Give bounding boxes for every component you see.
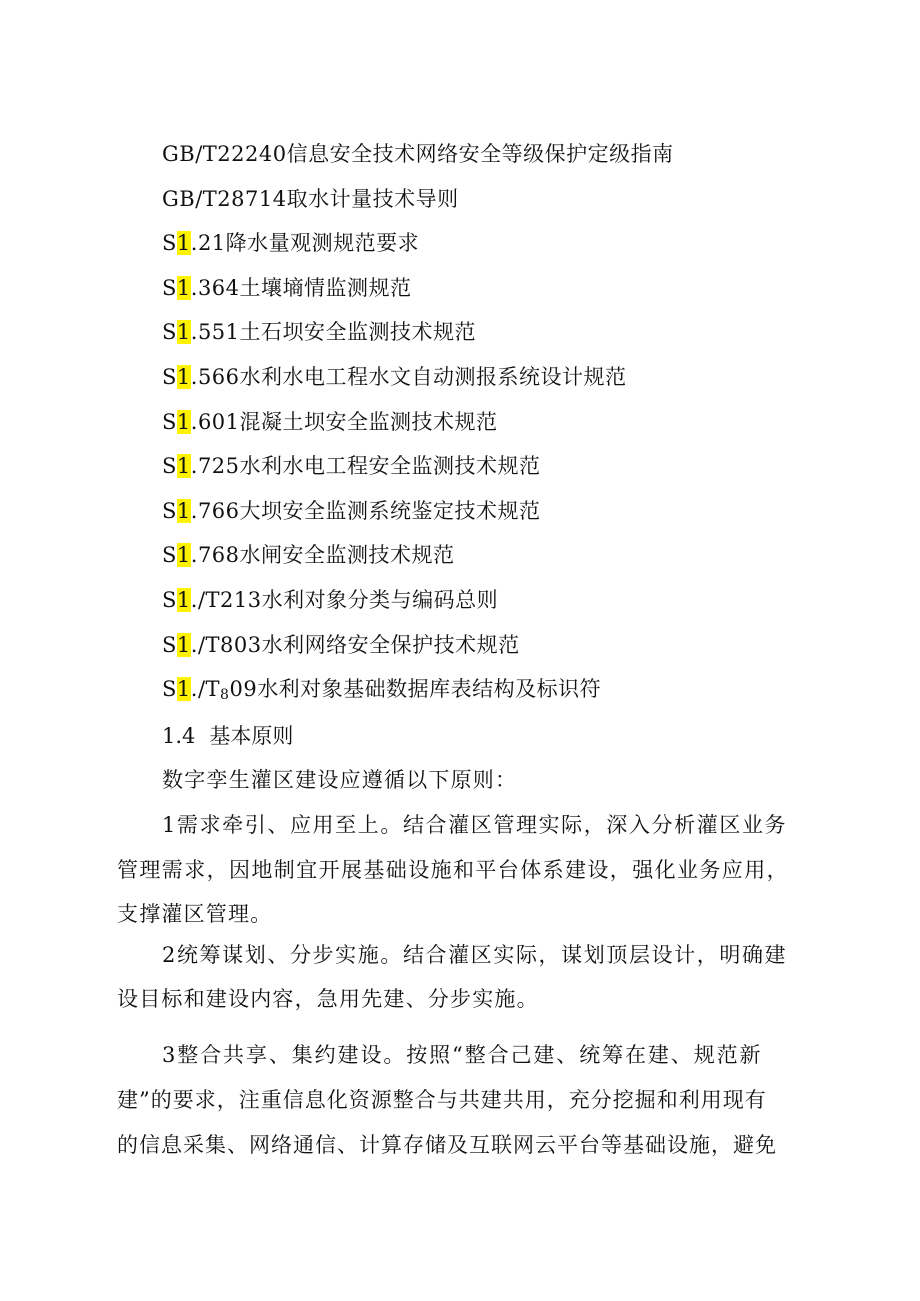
- reference-highlight: 1: [176, 677, 191, 701]
- reference-code: .551: [190, 320, 240, 344]
- paragraph-line: 1需求牵引、应用至上。结合灌区管理实际，深入分析灌区业务: [162, 813, 788, 837]
- reference-code: .364: [190, 276, 240, 300]
- reference-prefix: S: [162, 588, 177, 612]
- reference-title: 水利水电工程水文自动测报系统设计规范: [239, 365, 627, 389]
- reference-item: [162, 184, 459, 214]
- section-title: 基本原则: [209, 724, 294, 748]
- section-heading: [162, 721, 293, 751]
- intro-text: 数字孪生灌区建设应遵循以下原则：: [162, 768, 518, 792]
- reference-prefix: GB/T: [162, 142, 218, 166]
- reference-highlight: 1: [176, 543, 191, 567]
- reference-item: [162, 674, 601, 710]
- paragraph-line: 2统筹谋划、分步实施。结合灌区实际，谋划顶层设计，明确建: [162, 943, 788, 967]
- reference-title: 水闸安全监测技术规范: [239, 543, 455, 567]
- reference-prefix: GB/T: [162, 187, 218, 211]
- reference-item: [162, 451, 541, 481]
- reference-code-suffix: 09: [229, 677, 258, 701]
- reference-title: 取水计量技术导则: [286, 187, 459, 211]
- reference-code: .725: [190, 454, 240, 478]
- reference-highlight: 1: [176, 633, 191, 657]
- reference-title: 水利对象基础数据库表结构及标识符: [257, 677, 602, 701]
- reference-highlight: 1: [176, 588, 191, 612]
- reference-prefix: S: [162, 543, 177, 567]
- reference-title: 降水量观测规范要求: [225, 231, 420, 255]
- reference-code: ./T803: [190, 633, 262, 657]
- reference-code: 22240: [217, 142, 287, 166]
- reference-title: 水利对象分类与编码总则: [261, 588, 499, 612]
- paragraph-line: 管理需求，因地制宜开展基础设施和平台体系建设，强化业务应用，: [117, 858, 789, 882]
- reference-highlight: 1: [176, 410, 191, 434]
- reference-prefix: S: [162, 499, 177, 523]
- reference-prefix: S: [162, 231, 177, 255]
- reference-prefix: S: [162, 410, 177, 434]
- reference-item: [162, 139, 674, 169]
- reference-highlight: 1: [176, 499, 191, 523]
- reference-highlight: 1: [176, 276, 191, 300]
- paragraph-line: 支撑灌区管理。: [117, 902, 273, 926]
- reference-prefix: S: [162, 320, 177, 344]
- reference-code: 28714: [217, 187, 287, 211]
- reference-code: .766: [190, 499, 240, 523]
- paragraph-line: 3整合共享、集约建设。按照“整合己建、统筹在建、规范新: [162, 1043, 763, 1067]
- reference-prefix: S: [162, 633, 177, 657]
- reference-title: 信息安全技术网络安全等级保护定级指南: [286, 142, 674, 166]
- reference-highlight: 1: [176, 231, 191, 255]
- reference-title: 水利水电工程安全监测技术规范: [239, 454, 541, 478]
- reference-code: ./T: [190, 677, 221, 701]
- reference-title: 土石坝安全监测技术规范: [239, 320, 477, 344]
- paragraph-line: 的信息采集、网络通信、计算存储及互联网云平台等基础设施，避免: [117, 1133, 777, 1157]
- reference-item: [162, 630, 520, 660]
- reference-code: .601: [190, 410, 240, 434]
- reference-highlight: 1: [176, 365, 191, 389]
- reference-item: [162, 317, 476, 347]
- reference-item: [162, 407, 498, 437]
- reference-prefix: S: [162, 454, 177, 478]
- reference-title: 混凝土坝安全监测技术规范: [239, 410, 498, 434]
- reference-item: [162, 540, 455, 570]
- reference-highlight: 1: [176, 454, 191, 478]
- reference-code: .768: [190, 543, 240, 567]
- section-number: 1.4: [162, 724, 196, 748]
- reference-prefix: S: [162, 677, 177, 701]
- reference-title: 土壤墒情监测规范: [239, 276, 412, 300]
- reference-title: 水利网络安全保护技术规范: [261, 633, 520, 657]
- reference-item: [162, 362, 627, 392]
- paragraph-line: 设目标和建设内容，急用先建、分步实施。: [117, 987, 539, 1011]
- reference-code: ./T213: [190, 588, 262, 612]
- reference-item: [162, 496, 541, 526]
- reference-item: [162, 273, 412, 303]
- reference-prefix: S: [162, 365, 177, 389]
- reference-subscript: 8: [220, 687, 230, 703]
- reference-prefix: S: [162, 276, 177, 300]
- reference-code: .566: [190, 365, 240, 389]
- paragraph-line: 建”的要求，注重信息化资源整合与共建共用，充分挖掘和利用现有: [117, 1088, 767, 1112]
- reference-highlight: 1: [176, 320, 191, 344]
- reference-title: 大坝安全监测系统鉴定技术规范: [239, 499, 541, 523]
- reference-item: [162, 228, 419, 258]
- reference-item: [162, 585, 498, 615]
- reference-code: .21: [190, 231, 226, 255]
